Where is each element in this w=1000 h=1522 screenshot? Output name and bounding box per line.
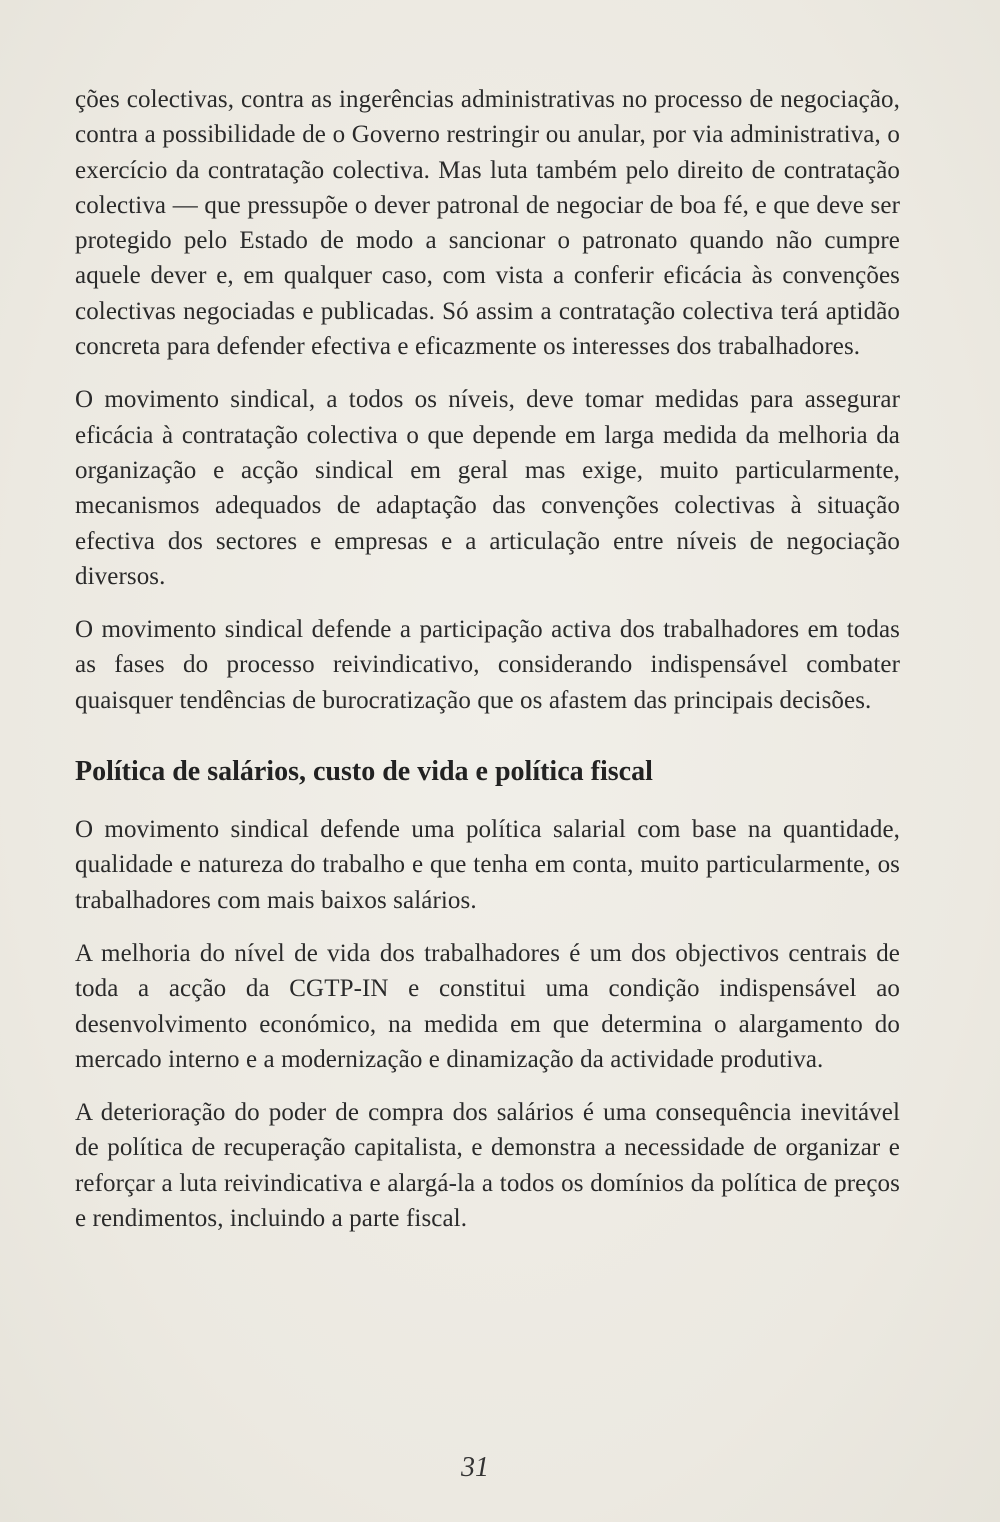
- paragraph: ções colectivas, contra as ingerências administrativas no processo de negociação, contra a possibilidade de o Governo restringir ou anular, por via administrativa, o exercício da contratação colectiva. Mas luta também pelo direito de contratação colectiva — que pressupõe o dever patronal de negociar de boa fé, e que deve ser protegido pelo Estado de modo a sancionar o patronato quando não cumpre aquele dever e, em qualquer caso, com vista a conferir eficácia às convenções colectivas negociadas e publicadas. Só assim a contratação colectiva terá aptidão concreta para defender efectiva e eficazmente os interesses dos trabalhadores.: [75, 86, 900, 361]
- page-content: [75, 82, 900, 1236]
- paragraph: A deterioração do poder de compra dos salários é uma consequência inevitável de política de recuperação capitalista, e demonstra a necessidade de organizar e reforçar a luta reivindicativa e alargá-la a todos os domínios da política de preços e rendimentos, incluindo a parte fiscal.: [75, 1099, 900, 1233]
- paragraph: O movimento sindical defende a participação activa dos trabalhadores em todas as fases do processo reivindicativo, considerando indispensável combater quaisquer tendências de burocratização que os afastem das principais decisões.: [75, 616, 900, 714]
- section-heading: Política de salários, custo de vida e política fiscal: [75, 756, 653, 788]
- paragraph: A melhoria do nível de vida dos trabalhadores é um dos objectivos centrais de toda a acção da CGTP-IN e constitui uma condição indispensável ao desenvolvimento económico, na medida em que determina o alargamento do mercado interno e a modernização e dinamização da actividade produtiva.: [75, 939, 900, 1073]
- paragraph: O movimento sindical defende uma política salarial com base na quantidade, qualidade e natureza do trabalho e que tenha em conta, muito particularmente, os trabalhadores com mais baixos salários.: [75, 816, 900, 914]
- page-number: 31: [461, 1452, 489, 1483]
- paragraph: O movimento sindical, a todos os níveis, deve tomar medidas para assegurar eficácia à contratação colectiva o que depende em larga medida da melhoria da organização e acção sindical em geral mas exige, muito particularmente, mecanismos adequados de adaptação das convenções colectivas à situação efectiva dos sectores e empresas e a articulação entre níveis de negociação diversos.: [75, 386, 900, 590]
